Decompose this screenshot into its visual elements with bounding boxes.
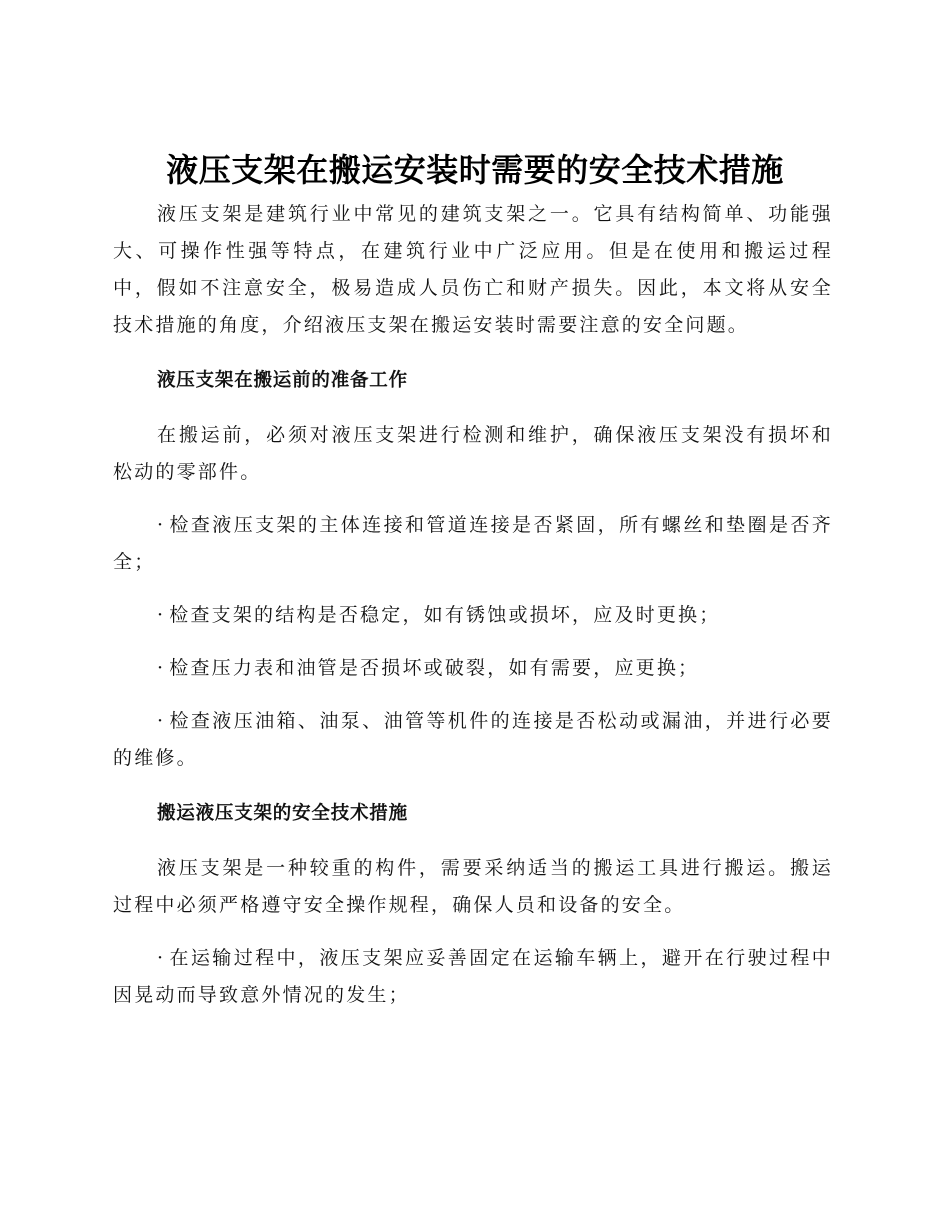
bullet-dot: ·	[157, 710, 166, 732]
bullet-item	[113, 597, 833, 634]
section-paragraph-transport: 液压支架是一种较重的构件，需要采纳适当的搬运工具进行搬运。搬运过程中必须严格遵守安全操作规程，确保人员和设备的安全。	[113, 857, 833, 916]
bullet-item	[113, 703, 833, 777]
bullet-dot: ·	[157, 514, 166, 536]
bullet-text: 检查支架的结构是否稳定，如有锈蚀或损坏，应及时更换；	[169, 604, 721, 626]
document-title: 液压支架在搬运安装时需要的安全技术措施	[166, 151, 784, 189]
spacer	[113, 491, 833, 507]
spacer	[113, 687, 833, 703]
section-paragraph-preparation: 在搬运前，必须对液压支架进行检测和维护，确保液压支架没有损坏和松动的零部件。	[113, 424, 833, 483]
section-heading-preparation: 液压支架在搬运前的准备工作	[157, 370, 408, 391]
spacer	[113, 924, 833, 940]
document-body	[113, 196, 833, 1014]
bullet-text: 检查液压支架的主体连接和管道连接是否紧固，所有螺丝和垫圈是否齐全；	[113, 514, 833, 573]
intro-paragraph: 液压支架是建筑行业中常见的建筑支架之一。它具有结构简单、功能强大、可操作性强等特点，在建筑行业中广泛应用。但是在使用和搬运过程中，假如不注意安全，极易造成人员伤亡和财产损失。因此，本文将从安全技术措施的角度，介绍液压支架在搬运安装时需要注意的安全问题。	[113, 203, 833, 336]
bullet-text: 检查压力表和油管是否损坏或破裂，如有需要，应更换；	[169, 657, 700, 679]
bullet-dot: ·	[157, 657, 166, 679]
bullet-text: 在运输过程中，液压支架应妥善固定在运输车辆上，避开在行驶过程中因晃动而导致意外情况的发生；	[113, 947, 833, 1006]
bullet-item	[113, 940, 833, 1014]
spacer	[113, 832, 833, 850]
spacer	[113, 581, 833, 597]
bullet-dot: ·	[157, 604, 166, 626]
bullet-dot: ·	[157, 947, 166, 969]
spacer	[113, 777, 833, 795]
spacer	[113, 344, 833, 362]
bullet-text: 检查液压油箱、油泵、油管等机件的连接是否松动或漏油，并进行必要的维修。	[113, 710, 833, 769]
spacer	[113, 634, 833, 650]
section-heading-transport: 搬运液压支架的安全技术措施	[157, 803, 408, 824]
bullet-item	[113, 507, 833, 581]
spacer	[113, 399, 833, 417]
bullet-item	[113, 650, 833, 687]
